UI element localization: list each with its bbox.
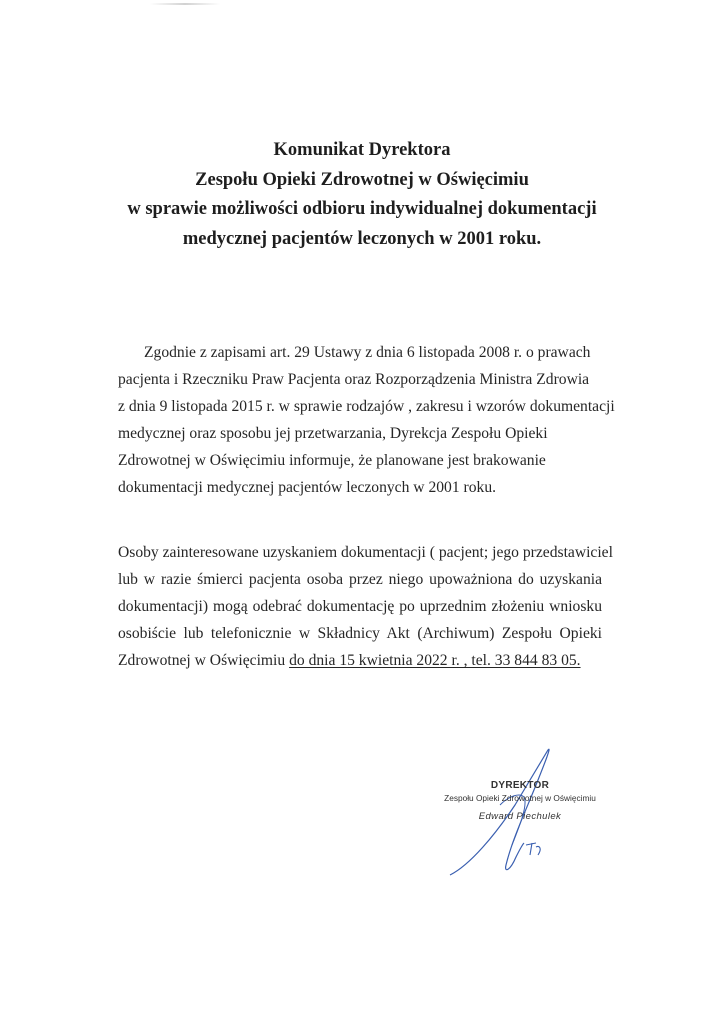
title-line: medycznej pacjentów leczonych w 2001 roku. [182,228,542,249]
paragraph-line: Osoby zainteresowane uzyskaniem dokumentacji ( pacjent; jego przedstawiciel [118,544,613,561]
paragraph-line: osobiście lub telefonicznie w Składnicy Akt (Archiwum) Zespołu Opieki [118,625,602,642]
paragraph-line: pacjenta i Rzeczniku Praw Pacjenta oraz Rozporządzenia Ministra Zdrowia [118,371,590,388]
title-line: Zespołu Opieki Zdrowotnej w Oświęcimiu [195,169,529,190]
paragraph-pickup-info [118,539,613,674]
paragraph-line: z dnia 9 listopada 2015 r. w sprawie rodzajów , zakresu i wzorów dokumentacji [118,398,615,415]
signature-stroke [526,843,540,855]
paragraph-line: medycznej oraz sposobu jej przetwarzania, Dyrekcja Zespołu Opieki [118,425,548,442]
title-line: Komunikat Dyrektora [273,140,451,160]
document-title [0,136,724,254]
scan-artifact [150,3,220,5]
stamp-name: Edward Piechulek [478,811,562,822]
paragraph-line [118,647,602,674]
paragraph-legal-basis [118,339,618,501]
paragraph-line: lub w razie śmierci pacjenta osoba przez niego upoważniona do uzyskania [118,571,602,588]
paragraph-line: dokumentacji) mogą odebrać dokumentację po uprzednim złożeniu wniosku [118,598,602,615]
stamp-organization: Zespołu Opieki Zdrowotnej w Oświęcimiu [444,793,596,803]
title-line: w sprawie możliwości odbioru indywidualnej dokumentacji [127,199,597,219]
director-stamp [440,780,600,824]
paragraph-line: Zgodnie z zapisami art. 29 Ustawy z dnia 6 listopada 2008 r. o prawach [144,344,591,361]
paragraph-line: Zdrowotnej w Oświęcimiu informuje, że planowane jest brakowanie [118,452,546,469]
paragraph-line: dokumentacji medycznej pacjentów leczonych w 2001 roku. [118,479,497,496]
stamp-role: DYREKTOR [490,780,550,791]
deadline-and-phone: do dnia 15 kwietnia 2022 r. , tel. 33 844 83 05. [289,652,581,669]
paragraph-text: Zdrowotnej w Oświęcimiu [118,652,290,669]
